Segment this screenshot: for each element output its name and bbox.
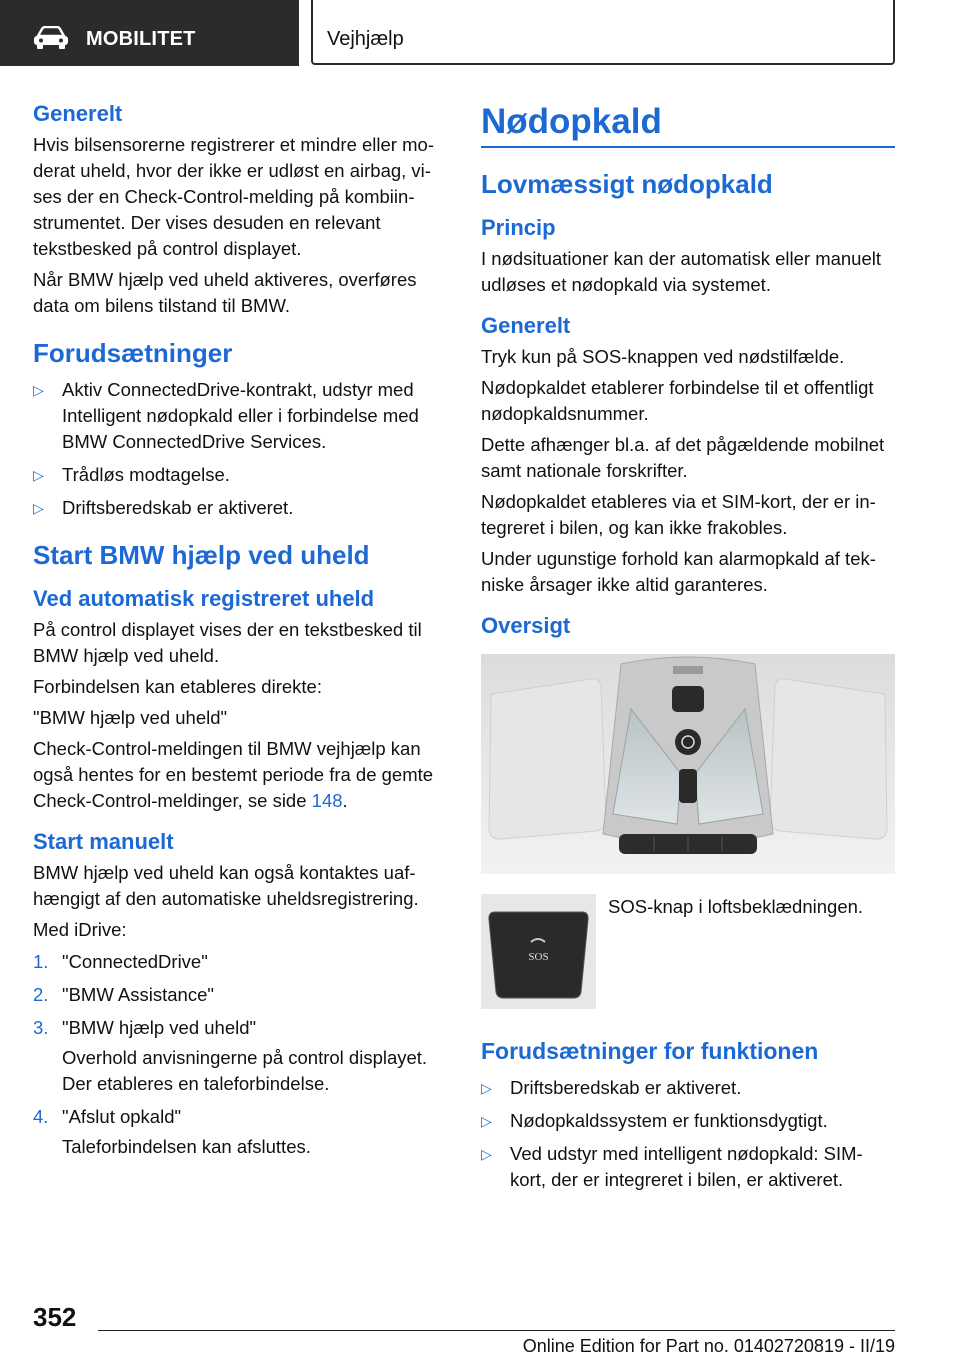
list-item: ▷ Driftsberedskab er aktiveret.: [481, 1075, 895, 1101]
overhead-console-image: [481, 654, 895, 874]
left-column: [33, 100, 448, 1167]
chapter-tab: [311, 0, 895, 65]
generelt-heading: Generelt: [481, 313, 571, 338]
paragraph: Med iDrive:: [33, 919, 127, 940]
page-number: 352: [33, 1302, 77, 1332]
list-item: 2. "BMW Assistance": [33, 984, 214, 1005]
page-link[interactable]: 148: [311, 790, 343, 811]
right-column: [481, 100, 895, 1200]
princip-heading: Princip: [481, 215, 556, 240]
forudsaetninger-heading: Forudsætninger: [33, 338, 233, 368]
auto-heading: Ved automatisk registreret uheld: [33, 586, 375, 611]
list-item: ▷ Trådløs modtagelse.: [33, 462, 448, 488]
lov-heading: Lovmæssigt nødopkald: [481, 169, 773, 199]
oversigt-heading: Oversigt: [481, 613, 571, 638]
section-tab: [0, 0, 299, 66]
paragraph: Hvis bilsensorerne registrerer et mindre eller moderat uheld, hvor der ikke er udløst en airbag, vises der en Check-Control-melding på kombiinstrumentet. Der vises desuden en relevant tekstbesked på control displayet.: [33, 134, 434, 259]
list-item: 1. "ConnectedDrive": [33, 951, 208, 972]
footer-rule: [98, 1330, 895, 1331]
section-title: MOBILITET: [86, 28, 196, 50]
forudsaetninger-funktion-heading: Forudsætninger for funktionen: [481, 1038, 819, 1064]
start-heading: Start BMW hjælp ved uheld: [33, 540, 370, 570]
figure-caption: SOS-knap i loftsbeklædningen.: [608, 896, 864, 917]
car-icon: [32, 26, 70, 50]
paragraph: Check-Control-meldingen til BMW vejhjælp kan også hentes for en bestemt periode fra de gemte Check-Control-meldinger, se side 148.: [33, 738, 434, 811]
list-item: ▷ Aktiv ConnectedDrive-kontrakt, udstyr med Intelligent nødopkald eller i forbindelse med BMW ConnectedDrive Services.: [33, 379, 419, 452]
sos-button-image: [481, 894, 596, 1009]
paragraph: Nødopkaldet etableres via et SIM-kort, der er integreret i bilen, og kan ikke frakobles.: [481, 491, 876, 538]
paragraph: Tryk kun på SOS-knappen ved nødstilfælde.: [481, 346, 845, 367]
triangle-bullet-icon: ▷: [481, 1146, 492, 1162]
paragraph: I nødsituationer kan der automatisk eller manuelt udløses et nødopkald via systemet.: [481, 248, 882, 295]
paragraph: Dette afhænger bl.a. af det pågældende mobilnet samt nationale forskrifter.: [481, 434, 885, 481]
paragraph: BMW hjælp ved uheld kan også kontaktes uafhængigt af den automatiske uheldsregistrering.: [33, 862, 419, 909]
paragraph: På control displayet vises der en tekstbesked til BMW hjælp ved uheld.: [33, 619, 422, 666]
paragraph: "BMW hjælp ved uheld": [33, 707, 228, 728]
sos-figure-row: [481, 894, 895, 1009]
paragraph: Under ugunstige forhold kan alarmopkald af tekniske årsager ikke altid garanteres.: [481, 548, 876, 595]
list-item: ▷ Ved udstyr med intelligent nødopkald: SIM-kort, der er integreret i bilen, er aktiveret.: [481, 1143, 863, 1190]
page-header: [0, 0, 960, 66]
triangle-bullet-icon: ▷: [33, 500, 44, 516]
list-item: 4. "Afslut opkald" Taleforbindelsen kan afsluttes.: [33, 1106, 311, 1157]
triangle-bullet-icon: ▷: [481, 1113, 492, 1129]
function-prerequisites-list: [481, 1075, 895, 1193]
list-item: ▷ Nødopkaldssystem er funktionsdygtigt.: [481, 1108, 895, 1134]
page-title: Nødopkald: [481, 102, 662, 141]
overhead-console-illustration: [481, 654, 895, 874]
list-item: ▷ Driftsberedskab er aktiveret.: [33, 495, 448, 521]
generelt-heading: Generelt: [33, 101, 123, 126]
sos-button-illustration: [481, 894, 596, 1009]
title-rule: [481, 146, 895, 148]
steps-list: [33, 949, 448, 1160]
triangle-bullet-icon: ▷: [33, 382, 44, 398]
prerequisites-list: [33, 377, 448, 521]
triangle-bullet-icon: ▷: [481, 1080, 492, 1096]
paragraph: Nødopkaldet etablerer forbindelse til et offentligt nødopkaldsnummer.: [481, 377, 874, 424]
manuelt-heading: Start manuelt: [33, 829, 174, 854]
sos-label: SOS: [528, 951, 549, 963]
chapter-title: Vejhjælp: [327, 28, 404, 50]
paragraph: Når BMW hjælp ved uheld aktiveres, overføres data om bilens tilstand til BMW.: [33, 269, 417, 316]
edition-text: Online Edition for Part no. 01402720819 - II/19: [522, 1336, 895, 1356]
triangle-bullet-icon: ▷: [33, 467, 44, 483]
paragraph: Forbindelsen kan etableres direkte:: [33, 676, 322, 697]
list-item: 3. "BMW hjælp ved uheld" Overhold anvisningerne på control displayet. Der etableres en taleforbindelse.: [33, 1017, 428, 1094]
